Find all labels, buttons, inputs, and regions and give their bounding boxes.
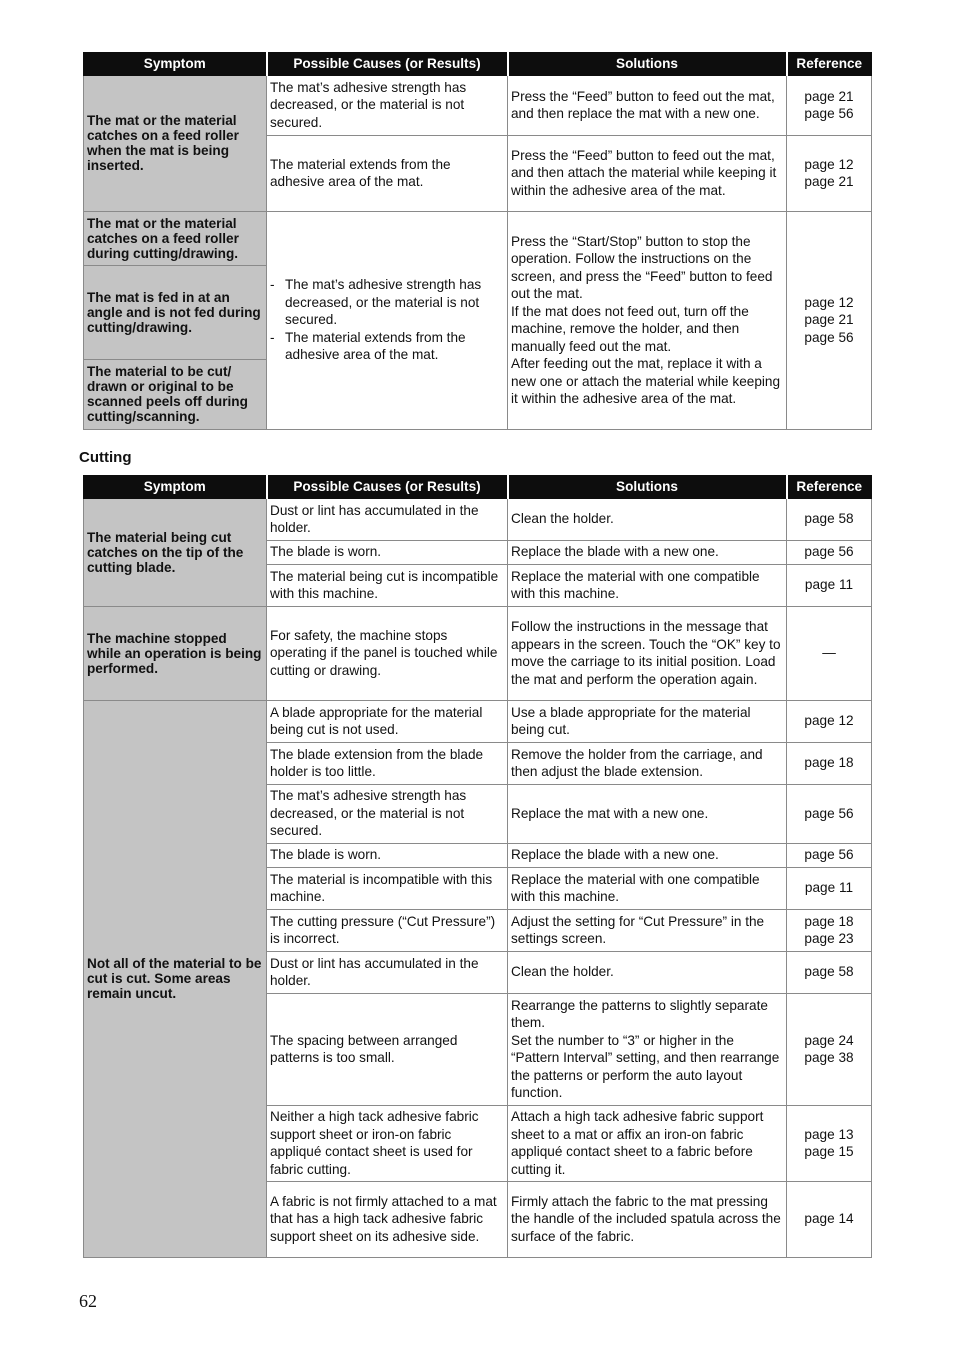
solution-cell: Use a blade appropriate for the material being cut. <box>508 701 787 743</box>
reference-cell: page 12 page 21 page 56 <box>787 212 872 430</box>
header-causes: Possible Causes (or Results) <box>267 53 508 76</box>
cause-cell: The blade is worn. <box>267 541 508 565</box>
feed-issues-table <box>83 52 872 430</box>
cause-cell: For safety, the machine stops operating if the panel is touched while cutting or drawing. <box>267 607 508 701</box>
solution-cell: Clean the holder. <box>508 952 787 994</box>
reference-cell: page 18 page 23 <box>787 910 872 952</box>
cause-list <box>270 276 504 364</box>
solution-cell: Replace the blade with a new one. <box>508 541 787 565</box>
reference-cell: — <box>787 607 872 701</box>
solution-cell: Follow the instructions in the message that appears in the screen. Touch the “OK” key to move the carriage to its initial position. Load the mat and perform the operation again. <box>508 607 787 701</box>
solution-cell: Replace the mat with a new one. <box>508 785 787 844</box>
table-header-row <box>84 476 872 499</box>
reference-cell: page 21 page 56 <box>787 76 872 136</box>
cause-cell: The material extends from the adhesive area of the mat. <box>267 136 508 212</box>
cause-cell: The mat’s adhesive strength has decreased, or the material is not secured. <box>267 76 508 136</box>
header-symptom: Symptom <box>84 476 267 499</box>
solution-cell: Rearrange the patterns to slightly separate them. Set the number to “3” or higher in the “Pattern Interval” setting, and then rearrange the patterns or perform the auto layout function. <box>508 994 787 1106</box>
symptom-cell: The machine stopped while an operation is being performed. <box>84 607 267 701</box>
solution-cell: Firmly attach the fabric to the mat pressing the handle of the included spatula across the surface of the fabric. <box>508 1182 787 1258</box>
reference-cell: page 13 page 15 <box>787 1106 872 1182</box>
reference-cell: page 14 <box>787 1182 872 1258</box>
header-reference: Reference <box>787 476 872 499</box>
list-item: - The mat’s adhesive strength has decreased, or the material is not secured. <box>270 276 504 329</box>
cause-cell: Neither a high tack adhesive fabric support sheet or iron-on fabric appliqué contact sheet is used for fabric cutting. <box>267 1106 508 1182</box>
header-solutions: Solutions <box>508 53 787 76</box>
cause-cell: The blade is worn. <box>267 844 508 868</box>
table-row <box>84 701 872 743</box>
section-title: Cutting <box>79 449 132 466</box>
reference-cell: page 56 <box>787 541 872 565</box>
cause-cell: The cutting pressure (“Cut Pressure”) is incorrect. <box>267 910 508 952</box>
cause-cell: The material is incompatible with this machine. <box>267 868 508 910</box>
cause-cell: Dust or lint has accumulated in the holder. <box>267 952 508 994</box>
symptom-cell: The mat is fed in at an angle and is not fed during cutting/drawing. <box>84 266 267 360</box>
solution-cell: Press the “Feed” button to feed out the mat, and then attach the material while keeping it within the adhesive area of the mat. <box>508 136 787 212</box>
table-row <box>84 499 872 541</box>
reference-cell: page 58 <box>787 952 872 994</box>
reference-cell: page 18 <box>787 743 872 785</box>
page-number: 62 <box>79 1291 97 1311</box>
cause-cell: A blade appropriate for the material being cut is not used. <box>267 701 508 743</box>
cutting-issues-table <box>83 475 872 1258</box>
symptom-cell: The mat or the material catches on a feed roller when the mat is being inserted. <box>84 76 267 212</box>
table-row <box>84 76 872 136</box>
reference-cell: page 12 <box>787 701 872 743</box>
cause-cell: The blade extension from the blade holder is too little. <box>267 743 508 785</box>
cause-cell: The material being cut is incompatible with this machine. <box>267 565 508 607</box>
reference-cell: page 24 page 38 <box>787 994 872 1106</box>
solution-cell: Remove the holder from the carriage, and then adjust the blade extension. <box>508 743 787 785</box>
reference-cell: page 56 <box>787 844 872 868</box>
reference-cell: page 58 <box>787 499 872 541</box>
reference-cell: page 11 <box>787 565 872 607</box>
reference-cell: page 56 <box>787 785 872 844</box>
symptom-cell: The material being cut catches on the tip of the cutting blade. <box>84 499 267 607</box>
cause-cell: A fabric is not firmly attached to a mat that has a high tack adhesive fabric support sheet on its adhesive side. <box>267 1182 508 1258</box>
header-causes: Possible Causes (or Results) <box>267 476 508 499</box>
table-header-row <box>84 53 872 76</box>
solution-cell: Attach a high tack adhesive fabric support sheet to a mat or affix an iron-on fabric appliqué contact sheet to a fabric before cutting it. <box>508 1106 787 1182</box>
cause-cell <box>267 212 508 430</box>
solution-cell: Adjust the setting for “Cut Pressure” in the settings screen. <box>508 910 787 952</box>
header-solutions: Solutions <box>508 476 787 499</box>
cause-cell: The spacing between arranged patterns is too small. <box>267 994 508 1106</box>
cause-cell: The mat’s adhesive strength has decreased, or the material is not secured. <box>267 785 508 844</box>
reference-cell: page 12 page 21 <box>787 136 872 212</box>
symptom-cell: The material to be cut/ drawn or original to be scanned peels off during cutting/scanning. <box>84 360 267 430</box>
reference-cell: page 11 <box>787 868 872 910</box>
header-symptom: Symptom <box>84 53 267 76</box>
symptom-cell: Not all of the material to be cut is cut. Some areas remain uncut. <box>84 701 267 1258</box>
solution-cell: Press the “Feed” button to feed out the mat, and then replace the mat with a new one. <box>508 76 787 136</box>
solution-cell: Replace the blade with a new one. <box>508 844 787 868</box>
solution-cell: Replace the material with one compatible with this machine. <box>508 868 787 910</box>
cause-cell: Dust or lint has accumulated in the holder. <box>267 499 508 541</box>
table-row <box>84 212 872 266</box>
list-item: - The material extends from the adhesive area of the mat. <box>270 329 504 364</box>
symptom-cell: The mat or the material catches on a feed roller during cutting/drawing. <box>84 212 267 266</box>
solution-cell: Clean the holder. <box>508 499 787 541</box>
table-row <box>84 607 872 701</box>
solution-cell: Replace the material with one compatible with this machine. <box>508 565 787 607</box>
header-reference: Reference <box>787 53 872 76</box>
solution-cell: Press the “Start/Stop” button to stop the operation. Follow the instructions on the screen, and press the “Feed” button to feed out the mat. If the mat does not feed out, turn off the machine, remove the holder, and then manually feed out the mat. After feeding out the mat, replace it with a new one or attach the material while keeping it within the adhesive area of the mat. <box>508 212 787 430</box>
